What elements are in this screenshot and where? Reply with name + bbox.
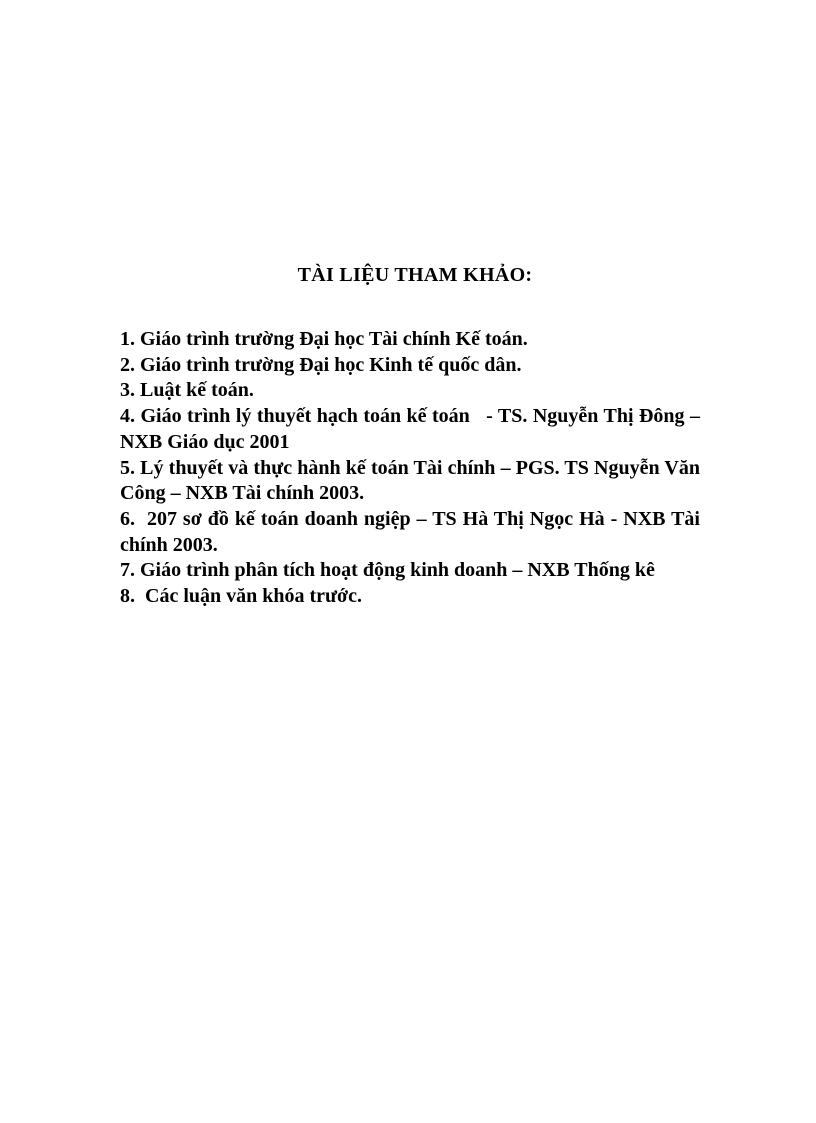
reference-item: 8. Các luận văn khóa trước. bbox=[120, 585, 362, 608]
reference-item: 7. Giáo trình phân tích hoạt động kinh doanh – NXB Thống kê bbox=[120, 559, 655, 582]
reference-item: 6. 207 sơ đồ kế toán doanh ngiệp – TS Hà Thị Ngọc Hà - NXB Tài chính 2003. bbox=[120, 507, 705, 556]
reference-item: 5. Lý thuyết và thực hành kế toán Tài chính – PGS. TS Nguyễn Văn Công – NXB Tài chính 2003. bbox=[120, 456, 705, 505]
reference-item: 1. Giáo trình trường Đại học Tài chính Kế toán. bbox=[120, 328, 528, 350]
page-title: TÀI LIỆU THAM KHẢO: bbox=[297, 264, 533, 286]
reference-item: 2. Giáo trình trường Đại học Kinh tế quốc dân. bbox=[120, 353, 522, 376]
reference-item: 4. Giáo trình lý thuyết hạch toán kế toán - TS. Nguyễn Thị Đông – NXB Giáo dục 2001 bbox=[120, 405, 705, 453]
reference-list bbox=[120, 327, 705, 610]
reference-item: 3. Luật kế toán. bbox=[120, 379, 254, 402]
